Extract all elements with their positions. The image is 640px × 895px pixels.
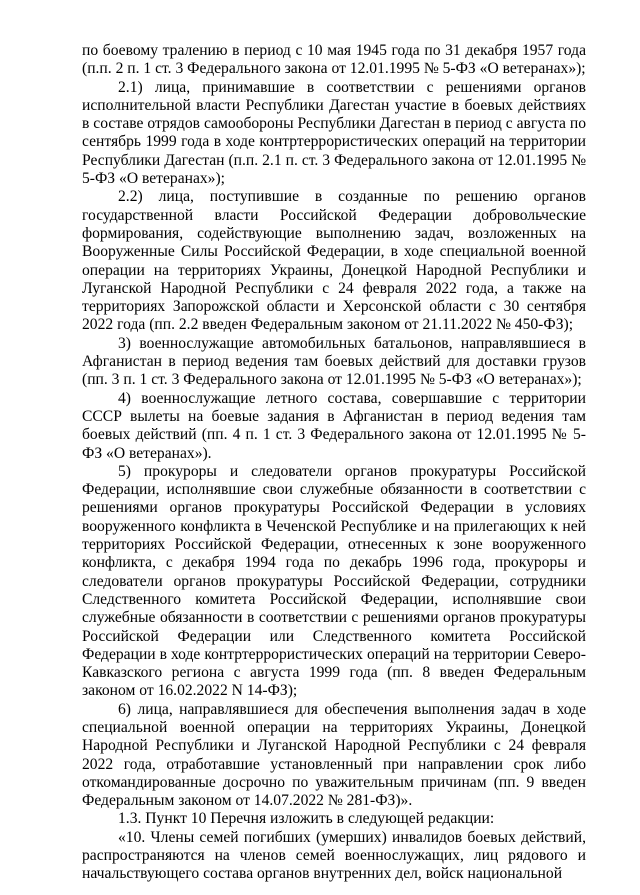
paragraph-1-3: 1.3. Пункт 10 Перечня изложить в следующей редакции: [118, 810, 495, 828]
document-page [82, 42, 586, 884]
paragraph-4: 4) военнослужащие летного состава, совершавшие с территории СССР вылеты на боевые задания в Афганистан в период ведения там боевых действий (пп. 4 п. 1 ст. 3 Федерального закона от 12.01.1995 № 5-ФЗ «О ветеранах»). [82, 389, 586, 462]
paragraph-10-quote: «10. Члены семей погибших (умерших) инвалидов боевых действий, распространяются на членов семей военнослужащих, лиц рядового и начальствующего состава органов внутренних дел, войск национальной [82, 828, 586, 883]
paragraph-5: 5) прокуроры и следователи органов прокуратуры Российской Федерации, исполнявшие свои служебные обязанности в соответствии с решениями органов прокуратуры Российской Федерации в условиях вооруженного конфликта в Чеченской Республике и на прилегающих к ней территориях Российской Федерации, отнесенных к зоне вооруженного конфликта, с декабря 1994 года по декабрь 1996 года, прокуроры и следователи органов прокуратуры Российской Федерации, сотрудники Следственного комитета Российской Федерации, исполнявшие свои служебные обязанности в соответствии с решениями органов прокуратуры Российской Федерации или Следственного комитета Российской Федерации в ходе контртеррористических операций на территории Северо-Кавказского региона с августа 1999 года (пп. 8 введен Федеральным законом от 16.02.2022 N 14-ФЗ); [82, 462, 586, 700]
paragraph-3: 3) военнослужащие автомобильных батальонов, направлявшиеся в Афганистан в период ведения там боевых действий для доставки грузов (пп. 3 п. 1 ст. 3 Федерального закона от 12.01.1995 № 5-ФЗ «О ветеранах»); [82, 334, 586, 389]
paragraph-2-2: 2.2) лица, поступившие в созданные по решению органов государственной власти Российской Федерации добровольческие формирования, содействующие выполнению задач, возложенных на Вооруженные Силы Российской Федерации, в ходе специальной военной операции на территориях Украины, Донецкой Народной Республики и Луганской Народной Республики с 24 февраля 2022 года, а также на территориях Запорожской области и Херсонской области с 30 сентября 2022 года (пп. 2.2 введен Федеральным законом от 21.11.2022 № 450-ФЗ); [82, 188, 586, 334]
paragraph-6: 6) лица, направлявшиеся для обеспечения выполнения задач в ходе специальной военной операции на территориях Украины, Донецкой Народной Республики и Луганской Народной Республики с 24 февраля 2022 года, отработавшие установленный при направлении срок либо откомандированные досрочно по уважительным причинам (пп. 9 введен Федеральным законом от 14.07.2022 № 281-ФЗ)». [82, 700, 586, 810]
paragraph-2-1: 2.1) лица, принимавшие в соответствии с решениями органов исполнительной власти Республики Дагестан участие в боевых действиях в составе отрядов самообороны Республики Дагестан в период с августа по сентябрь 1999 года в ходе контртеррористических операций на территории Республики Дагестан (п.п. 2.1 п. ст. 3 Федерального закона от 12.01.1995 № 5-ФЗ «О ветеранах»); [82, 78, 586, 188]
paragraph-continuation: по боевому тралению в период с 10 мая 1945 года по 31 декабря 1957 года (п.п. 2 п. 1 ст. 3 Федерального закона от 12.01.1995 № 5-ФЗ «О ветеранах»); [82, 42, 586, 78]
